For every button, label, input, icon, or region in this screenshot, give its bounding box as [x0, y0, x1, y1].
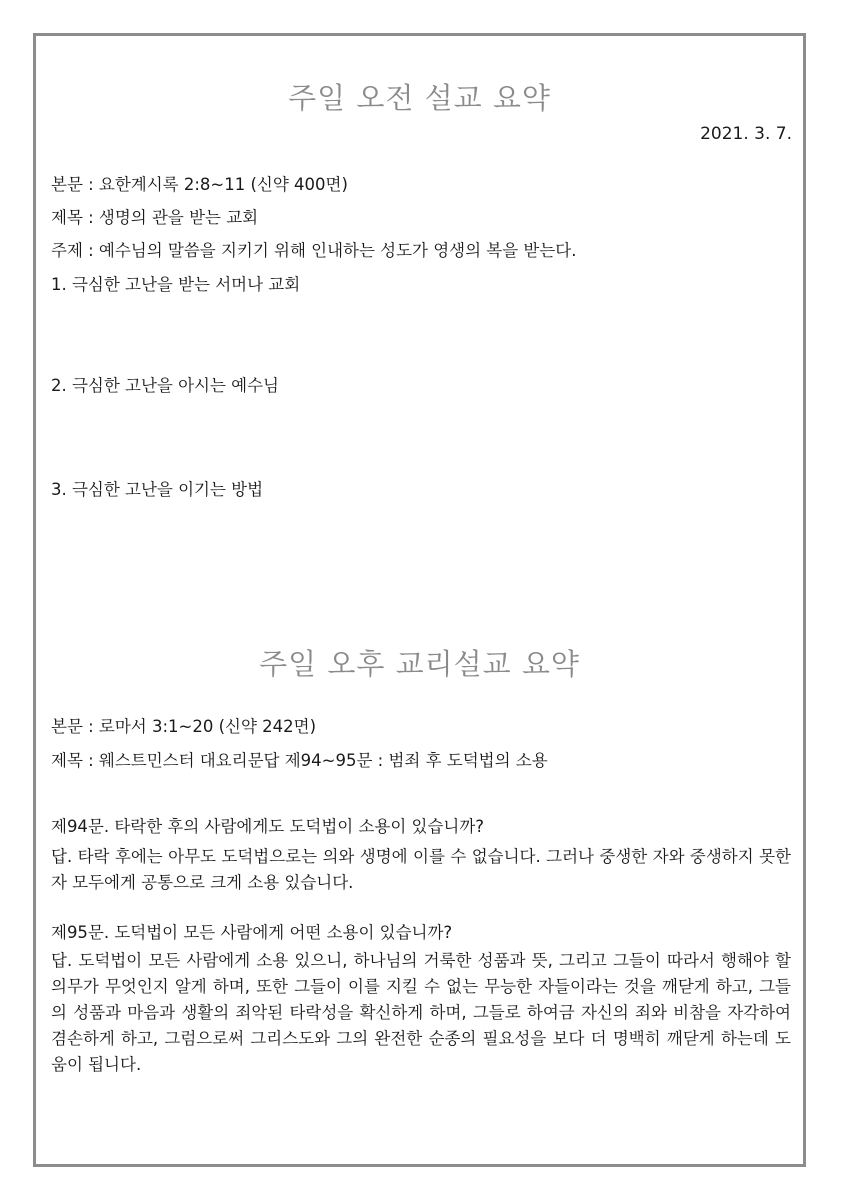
morning-point-2: 2. 극심한 고난을 아시는 예수님	[51, 376, 279, 395]
morning-scripture: 본문 : 요한계시록 2:8~11 (신약 400면)	[51, 175, 348, 194]
q94-question: 제94문. 타락한 후의 사람에게도 도덕법이 소용이 있습니까?	[51, 817, 485, 836]
afternoon-sermon-title: 주일 오후 교리설교 요약	[259, 647, 580, 681]
morning-point-3: 3. 극심한 고난을 이기는 방법	[51, 480, 264, 499]
morning-subject: 제목 : 생명의 관을 받는 교회	[51, 208, 259, 227]
q95-answer: 답. 도덕법이 모든 사람에게 소용 있으니, 하나님의 거룩한 성품과 뜻, 그리고 그들이 따라서 행해야 할 의무가 무엇인지 알게 하며, 또한 그들이 이를 지킬 수 없는 무능한 자들이라는 것을 깨닫게 하고, 그들의 성품과 마음과 생활의 죄악된 타락성을 확신하게 하며, 그들로 하여금 자신의 죄와 비참을 자각하여 겸손하게 하고, 그럼으로써 그리스도와 그의 완전한 순종의 필요성을 보다 더 명백히 깨닫게 하는데 도움이 됩니다.	[51, 951, 791, 1074]
afternoon-scripture: 본문 : 로마서 3:1~20 (신약 242면)	[51, 717, 317, 736]
morning-sermon-title: 주일 오전 설교 요약	[288, 81, 551, 115]
afternoon-subject: 제목 : 웨스트민스터 대요리문답 제94~95문 : 범죄 후 도덕법의 소용	[51, 751, 548, 770]
sermon-date: 2021. 3. 7.	[700, 124, 792, 144]
q94-answer: 답. 타락 후에는 아무도 도덕법으로는 의와 생명에 이를 수 없습니다. 그러나 중생한 자와 중생하지 못한 자 모두에게 공통으로 크게 소용 있습니다.	[51, 847, 791, 892]
q95-question: 제95문. 도덕법이 모든 사람에게 어떤 소용이 있습니까?	[51, 923, 453, 942]
morning-theme: 주제 : 예수님의 말씀을 지키기 위해 인내하는 성도가 영생의 복을 받는다.	[51, 241, 577, 260]
morning-point-1: 1. 극심한 고난을 받는 서머나 교회	[51, 275, 301, 294]
